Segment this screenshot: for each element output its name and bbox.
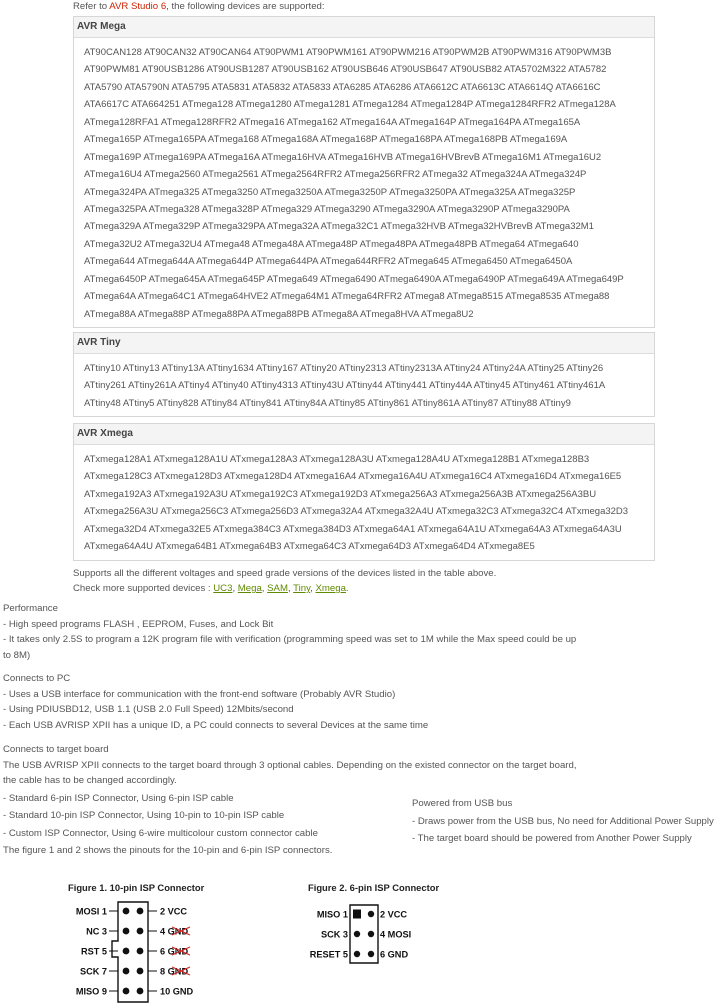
pin-dot (354, 951, 360, 957)
pin1-square (353, 910, 361, 919)
device-list-line: ATmega6450P ATmega645A ATmega645P ATmega649 ATmega6490 ATmega6490A ATmega6490P ATmega649A ATmega649P (84, 273, 624, 285)
intro-after: , the following devices are supported: (166, 1, 325, 12)
avr-mega-table (73, 16, 655, 328)
connects-pc-heading: Connects to PC (3, 673, 71, 684)
device-list-line: ATxmega256A3U ATxmega256C3 ATxmega256D3 ATxmega32A4 ATxmega32A4U ATxmega32C3 ATxmega32C4 ATxmega32D3 (84, 506, 629, 518)
pin-label-left: MISO 1 (316, 909, 348, 920)
device-list-line: ATmega329A ATmega329P ATmega329PA ATmega32A ATmega32C1 ATmega32HVB ATmega32HVBrevB ATmega32M1 (84, 221, 594, 233)
pin-dot (123, 988, 130, 995)
avr-tiny-device-list (74, 354, 654, 416)
avr-tiny-table (73, 332, 655, 417)
pin-label-left: RESET 5 (309, 949, 348, 960)
connects-pc-section (3, 671, 428, 733)
link-mega[interactable]: Mega (237, 583, 262, 594)
connects-pc-line: - Each USB AVRISP XPII has a unique ID, a PC could connects to several Devices at the same time (3, 719, 429, 731)
pin-label-right: 6 GND (380, 949, 409, 960)
avr-mega-device-list (74, 38, 654, 327)
connects-pc-line: - Using PDIUSBD12, USB 1.1 (USB 2.0 Full Speed) 12Mbits/second (3, 704, 294, 715)
device-list-line: ATtiny10 ATtiny13 ATtiny13A ATtiny1634 ATtiny167 ATtiny20 ATtiny2313 ATtiny2313A ATtiny24 ATtiny24A ATtiny25 ATtiny26 (84, 363, 604, 374)
performance-section (3, 601, 576, 663)
device-list-line: ATmega16U4 ATmega2560 ATmega2561 ATmega2564RFR2 ATmega256RFR2 ATmega32 ATmega324A ATmega324P (84, 169, 587, 181)
pin-dot (123, 928, 130, 935)
device-list-line: ATxmega128C3 ATxmega128D3 ATxmega128D4 ATxmega16A4 ATxmega16A4U ATxmega16C4 ATxmega16D4 ATxmega16E5 (84, 471, 622, 483)
device-list-line: ATtiny261 ATtiny261A ATtiny4 ATtiny40 ATtiny4313 ATtiny43U ATtiny44 ATtiny441 ATtiny44A ATtiny45 ATtiny461 ATtiny461A (84, 380, 606, 392)
connects-board-line: the cable has to be changed accordingly. (3, 775, 177, 786)
pin-dot (368, 911, 374, 917)
device-list-line: ATmega64A ATmega64C1 ATmega64HVE2 ATmega64M1 ATmega64RFR2 ATmega8 ATmega8515 ATmega8535 ATmega88 (84, 291, 610, 303)
figure1-title: Figure 1. 10-pin ISP Connector (68, 882, 205, 893)
avr-tiny-header: AVR Tiny (74, 333, 654, 354)
performance-heading: Performance (3, 603, 58, 614)
device-list-line: ATmega325PA ATmega328 ATmega328P ATmega329 ATmega3290 ATmega3290A ATmega3290P ATmega3290PA (84, 203, 570, 215)
link-sam[interactable]: SAM (267, 583, 288, 594)
pin-label-right: 2 VCC (380, 909, 408, 920)
avr-xmega-header: AVR Xmega (74, 424, 654, 445)
connects-board-line: - Custom ISP Connector, Using 6-wire multicolour custom connector cable (3, 827, 318, 839)
link-uc3[interactable]: UC3 (213, 583, 233, 594)
check-more-line: Check more supported devices : UC3, Mega, SAM, Tiny, Xmega. (73, 583, 349, 594)
pin-dot (123, 948, 130, 955)
avr-mega-header: AVR Mega (74, 17, 654, 38)
power-section (412, 796, 714, 847)
intro-text (73, 1, 325, 12)
pin-dot (137, 908, 144, 915)
connects-board-line: The USB AVRISP XPII connects to the target board through 3 optional cables. Depending on the existed connector on the target board, (3, 759, 577, 771)
connects-board-line: - Standard 6-pin ISP Connector, Using 6-pin ISP cable (3, 792, 234, 804)
pin-dot (123, 908, 130, 915)
performance-line: - High speed programs FLASH , EEPROM, Fuses, and Lock Bit (3, 618, 274, 630)
device-list-line: ATxmega192A3 ATxmega192A3U ATxmega192C3 ATxmega192D3 ATxmega256A3 ATxmega256A3B ATxmega256A3BU (84, 488, 597, 500)
pin-dot (137, 948, 144, 955)
avr-studio-link[interactable]: AVR Studio 6 (109, 1, 167, 12)
device-list-line: ATxmega64A4U ATxmega64B1 ATxmega64B3 ATxmega64C3 ATxmega64D3 ATxmega64D4 ATxmega8E5 (84, 541, 535, 553)
device-list-line: AT90CAN128 AT90CAN32 AT90CAN64 AT90PWM1 AT90PWM161 AT90PWM216 AT90PWM2B AT90PWM316 AT90PWM3B (84, 47, 612, 58)
check-more-prefix: Check more supported devices : (73, 583, 211, 594)
pin-label-right: 8 GND (160, 966, 189, 977)
device-list-line: ATmega88A ATmega88P ATmega88PA ATmega88PB ATmega8A ATmega8HVA ATmega8U2 (84, 308, 474, 320)
performance-line: to 8M) (3, 649, 31, 661)
device-list-line: AT90PWM81 AT90USB1286 AT90USB1287 AT90USB162 AT90USB646 AT90USB647 AT90USB82 ATA5702M322 ATA5782 (84, 64, 607, 76)
device-list-line: ATmega128RFA1 ATmega128RFR2 ATmega16 ATmega162 ATmega164A ATmega164P ATmega164PA ATmega165A (84, 116, 581, 128)
pin-dot (368, 931, 374, 937)
link-xmega[interactable]: Xmega (315, 583, 346, 594)
device-list-line: ATxmega32D4 ATxmega32E5 ATxmega384C3 ATxmega384D3 ATxmega64A1 ATxmega64A1U ATxmega64A3 ATxmega64A3U (84, 523, 622, 535)
device-list-line: ATmega644 ATmega644A ATmega644P ATmega644PA ATmega644RFR2 ATmega645 ATmega6450 ATmega6450A (84, 256, 573, 268)
device-list-line: ATxmega128A1 ATxmega128A1U ATxmega128A3 ATxmega128A3U ATxmega128A4U ATxmega128B1 ATxmega128B3 (84, 454, 590, 465)
pin-label-left: RST 5 (80, 946, 107, 957)
performance-line: - It takes only 2.5S to program a 12K program file with verification (programming speed was set to 1M while the Max speed could be up (3, 634, 577, 645)
pin-dot (137, 968, 144, 975)
pin-dot (368, 951, 374, 957)
device-list-line: ATmega32U2 ATmega32U4 ATmega48 ATmega48A ATmega48P ATmega48PA ATmega48PB ATmega64 ATmega640 (84, 238, 579, 250)
figure2-title: Figure 2. 6-pin ISP Connector (308, 882, 440, 893)
connects-pc-line: - Uses a USB interface for communication with the front-end software (Probably AVR Studio) (3, 688, 396, 700)
avr-xmega-device-list (74, 445, 654, 560)
pin-label-right: 4 MOSI (380, 929, 412, 940)
figure1-10pin-diagram (60, 897, 220, 1004)
connects-board-line: The figure 1 and 2 shows the pinouts for the 10-pin and 6-pin ISP connectors. (3, 845, 333, 856)
connects-board-line: - Standard 10-pin ISP Connector, Using 10-pin to 10-pin ISP cable (3, 810, 285, 821)
device-list-line: ATA5790 ATA5790N ATA5795 ATA5831 ATA5832 ATA5833 ATA6285 ATA6286 ATA6612C ATA6613C ATA6614Q ATA6616C (84, 81, 601, 93)
pin-label-left: SCK 3 (320, 929, 348, 940)
link-tiny[interactable]: Tiny (293, 583, 311, 594)
device-list-line: ATmega165P ATmega165PA ATmega168 ATmega168A ATmega168P ATmega168PA ATmega168PB ATmega169A (84, 134, 568, 146)
power-heading: Powered from USB bus (412, 798, 513, 809)
device-list-line: ATtiny48 ATtiny5 ATtiny828 ATtiny84 ATtiny841 ATtiny84A ATtiny85 ATtiny861 ATtiny861A ATtiny87 ATtiny88 ATtiny9 (84, 397, 571, 409)
figure2-6pin-diagram (300, 900, 460, 970)
pin-dot (137, 988, 144, 995)
pin-dot (354, 931, 360, 937)
pin-label-right: 4 GND (160, 926, 189, 937)
pin-label-right: 6 GND (160, 946, 189, 957)
pin-label-right: 2 VCC (160, 906, 188, 917)
pin-dot (137, 928, 144, 935)
pin-label-left: MISO 9 (75, 986, 107, 997)
pin-label-left: MOSI 1 (75, 906, 107, 917)
avr-xmega-table (73, 423, 655, 561)
connects-board-heading: Connects to target board (3, 744, 109, 755)
pin-label-right: 10 GND (160, 986, 194, 997)
intro-before: Refer to (73, 1, 110, 12)
device-list-line: ATmega324PA ATmega325 ATmega3250 ATmega3250A ATmega3250P ATmega3250PA ATmega325A ATmega325P (84, 186, 576, 198)
pin-dot (123, 968, 130, 975)
power-line: - The target board should be powered from Another Power Supply (412, 833, 692, 844)
supports-text: Supports all the different voltages and speed grade versions of the devices listed in the table above. (73, 568, 497, 579)
pin-label-left: SCK 7 (79, 966, 107, 977)
pin-label-left: NC 3 (86, 926, 107, 937)
device-list-line: ATmega169P ATmega169PA ATmega16A ATmega16HVA ATmega16HVB ATmega16HVBrevB ATmega16M1 ATmega16U2 (84, 151, 602, 163)
device-list-line: ATA6617C ATA664251 ATmega128 ATmega1280 ATmega1281 ATmega1284 ATmega1284P ATmega1284RFR2 ATmega128A (84, 99, 616, 111)
power-line: - Draws power from the USB bus, No need for Additional Power Supply (412, 815, 714, 827)
